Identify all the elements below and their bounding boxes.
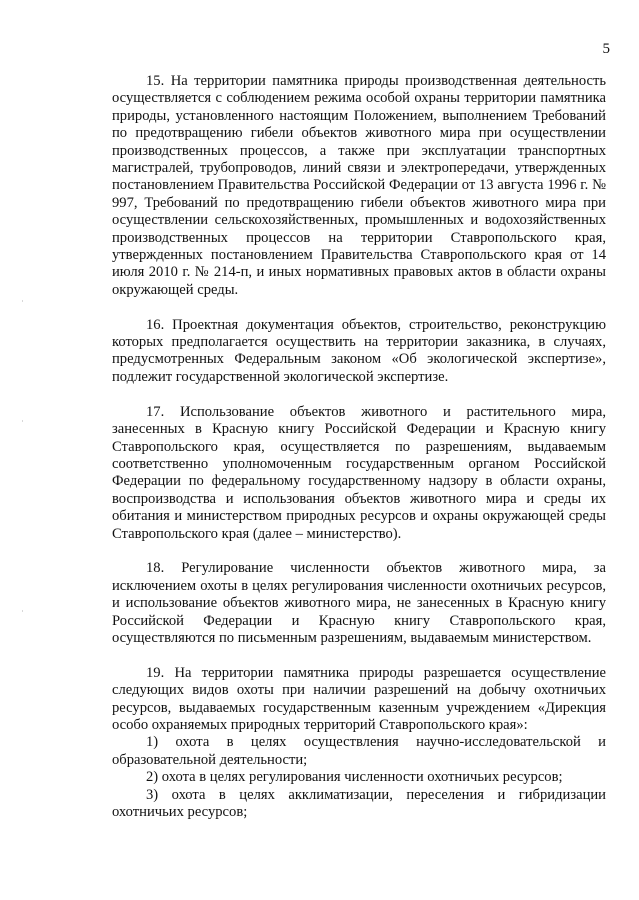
paragraph-17-text: 17. Использование объектов животного и растительного мира, занесенных в Красную книгу Российской Федерации и Красную книгу Ставропольского края, осуществляется по разрешениям, выдаваемым соответственно уполномоченным государственным органом Российской Федерации по федеральному государственному надзору в области охраны, воспроизводства и использования объектов животного мира и среды их обитания и министерством природных ресурсов и охраны окружающей среды Ставропольского края (далее – министерство).: [112, 403, 606, 542]
paragraph-17: [112, 404, 606, 543]
scan-artifact: [22, 610, 23, 612]
paragraph-18: [112, 560, 606, 647]
list-item-text: 3) охота в целях акклиматизации, переселения и гибридизации охотничьих ресурсов;: [112, 786, 606, 820]
paragraph-15: [112, 73, 606, 299]
paragraph-19-text: 19. На территории памятника природы разрешается осуществление следующих видов охоты при наличии разрешений на добычу охотничьих ресурсов, выдаваемых государственным казенным учреждением «Дирекция особо охраняемых природных территорий Ставропольского края»:: [112, 664, 606, 733]
paragraph-15-text: 15. На территории памятника природы производственная деятельность осуществляется с соблюдением режима особой охраны территории памятника природы, установленного настоящим Положением, выполнением Требований по предотвращению гибели объектов животного мира при осуществлении производственных процессов, а также при эксплуатации транспортных магистралей, трубопроводов, линий связи и электропередачи, утвержденных постановлением Правительства Российской Федерации от 13 августа 1996 г. № 997, Требований по предотвращению гибели объектов животного мира при осуществлении сельскохозяйственных, промышленных и водохозяйственных производственных процессов на территории Ставропольского края, утвержденных постановлением Правительства Ставропольского края от 14 июля 2010 г. № 214-п, и иных нормативных правовых актов в области охраны окружающей среды.: [112, 73, 606, 298]
paragraph-16-text: 16. Проектная документация объектов, строительство, реконструкцию которых предполагается осуществить на территории заказника, в случаях, предусмотренных Федеральным законом «Об экологической экспертизе», подлежит государственной экологической экспертизе.: [112, 316, 606, 385]
list-item-hunting-acclimatization: [112, 787, 606, 822]
page-number: 5: [602, 41, 610, 57]
paragraph-16: [112, 317, 606, 387]
list-item-hunting-regulation: [112, 769, 606, 786]
paragraph-18-text: 18. Регулирование численности объектов животного мира, за исключением охоты в целях регулирования численности охотничьих ресурсов, и использование объектов животного мира, не занесенных в Красную книгу Российской Федерации и Красную книгу Ставропольского края, осуществляются по письменным разрешениям, выдаваемым министерством.: [112, 560, 606, 646]
document-body: [112, 73, 606, 821]
scan-artifact: [22, 300, 23, 302]
list-item-text: 2) охота в целях регулирования численности охотничьих ресурсов;: [146, 769, 563, 786]
scan-artifact: [22, 420, 23, 422]
list-item-hunting-research: [112, 734, 606, 769]
paragraph-19: [112, 665, 606, 735]
list-item-text: 1) охота в целях осуществления научно-исследовательской и образовательной деятельности;: [112, 734, 606, 768]
